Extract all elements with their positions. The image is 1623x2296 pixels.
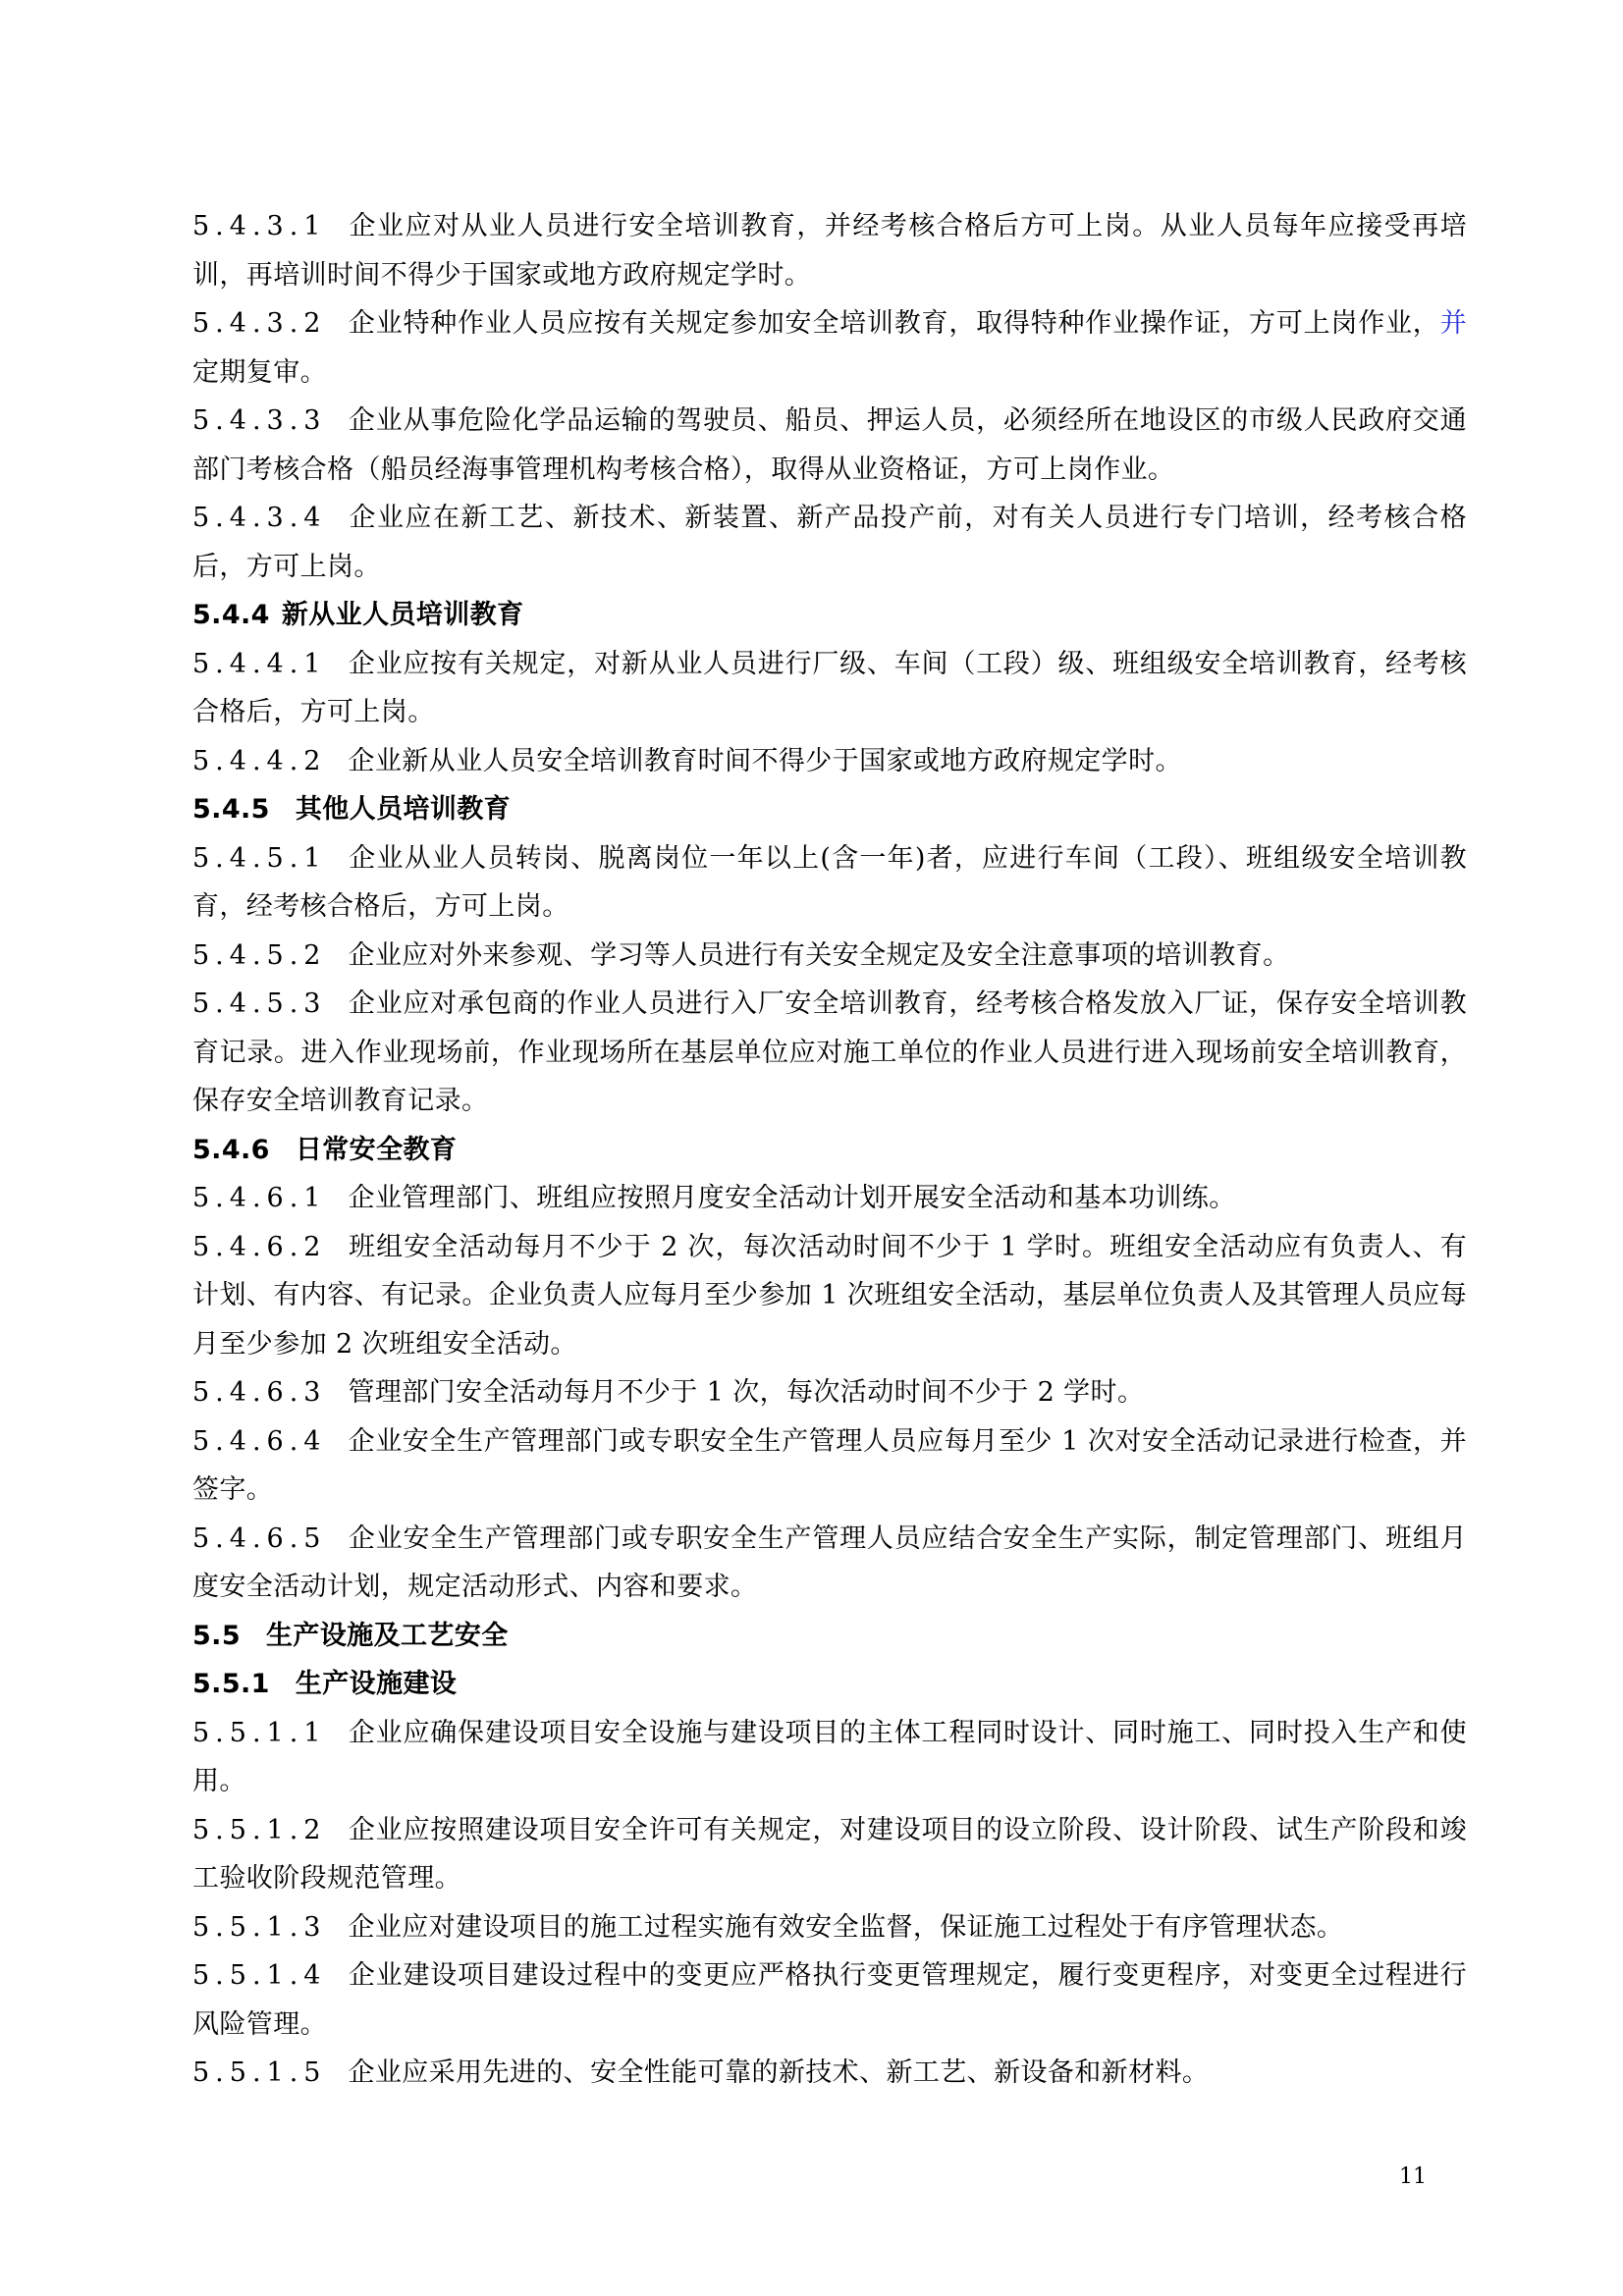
clause-5-4-5-3 <box>192 980 1467 1126</box>
clause-5-4-4-2 <box>192 737 1467 786</box>
clause-5-4-5-1 <box>192 834 1467 932</box>
clause-5-4-6-3 <box>192 1368 1467 1417</box>
clause-text: 企业特种作业人员应按有关规定参加安全培训教育，取得特种作业操作证，方可上岗作业， <box>348 308 1440 339</box>
clause-number: 5.5.1.3 <box>192 1911 327 1943</box>
clause-text: 企业从业人员转岗、脱离岗位一年以上(含一年)者，应进行车间（工段）、班组级安全培训教育，经考核合格后，方可上岗。 <box>192 842 1467 922</box>
clause-text: 企业应对从业人员进行安全培训教育，并经考核合格后方可上岗。从业人员每年应接受再培训，再培训时间不得少于国家或地方政府规定学时。 <box>192 211 1467 291</box>
section-number: 5.5.1 <box>192 1669 270 1699</box>
clause-text: 企业应对建设项目的施工过程实施有效安全监督，保证施工过程处于有序管理状态。 <box>348 1911 1344 1943</box>
section-heading-5-5-1 <box>192 1660 1467 1709</box>
clause-5-4-3-1 <box>192 202 1467 299</box>
clause-number: 5.4.3.2 <box>192 308 327 339</box>
section-title: 生产设施及工艺安全 <box>266 1620 509 1651</box>
clause-text: 企业安全生产管理部门或专职安全生产管理人员应结合安全生产实际，制定管理部门、班组月度安全活动计划，规定活动形式、内容和要求。 <box>192 1522 1467 1602</box>
clause-number: 5.4.5.1 <box>192 842 327 874</box>
clause-5-4-6-1 <box>192 1174 1467 1223</box>
clause-5-4-4-1 <box>192 640 1467 737</box>
section-title: 日常安全教育 <box>295 1134 458 1165</box>
section-number: 5.4.6 <box>192 1134 270 1165</box>
clause-5-5-1-2 <box>192 1806 1467 1903</box>
clause-number: 5.4.3.4 <box>192 503 327 533</box>
clause-text: 企业应对承包商的作业人员进行入厂安全培训教育，经考核合格发放入厂证，保存安全培训教育记录。进入作业现场前，作业现场所在基层单位应对施工单位的作业人员进行进入现场前安全培训教育，保存安全培训教育记录。 <box>192 988 1467 1116</box>
section-heading-5-4-6 <box>192 1126 1467 1175</box>
clause-5-5-1-4 <box>192 1951 1467 2049</box>
clause-5-4-6-2 <box>192 1223 1467 1369</box>
clause-text: 企业应在新工艺、新技术、新装置、新产品投产前，对有关人员进行专门培训，经考核合格后，方可上岗。 <box>192 503 1467 582</box>
clause-number: 5.5.1.2 <box>192 1814 327 1845</box>
section-title: 其他人员培训教育 <box>295 794 512 825</box>
clause-number: 5.4.5.2 <box>192 939 327 971</box>
clause-5-4-3-2 <box>192 299 1467 397</box>
clause-text: 企业安全生产管理部门或专职安全生产管理人员应每月至少 1 次对安全活动记录进行检查，并签字。 <box>192 1425 1467 1505</box>
clause-5-4-6-4 <box>192 1417 1467 1515</box>
clause-5-5-1-1 <box>192 1709 1467 1806</box>
section-title: 新从业人员培训教育 <box>281 600 524 630</box>
clause-text: 企业新从业人员安全培训教育时间不得少于国家或地方政府规定学时。 <box>348 745 1182 776</box>
clause-5-5-1-3 <box>192 1903 1467 1952</box>
section-heading-5-4-4 <box>192 591 1467 640</box>
clause-text: 企业从事危险化学品运输的驾驶员、船员、押运人员，必须经所在地设区的市级人民政府交通部门考核合格（船员经海事管理机构考核合格），取得从业资格证，方可上岗作业。 <box>192 405 1467 485</box>
clause-text: 企业管理部门、班组应按照月度安全活动计划开展安全活动和基本功训练。 <box>348 1183 1236 1213</box>
clause-text: 企业建设项目建设过程中的变更应严格执行变更管理规定，履行变更程序，对变更全过程进行风险管理。 <box>192 1960 1467 2040</box>
clause-text: 企业应采用先进的、安全性能可靠的新技术、新工艺、新设备和新材料。 <box>348 2057 1210 2088</box>
clause-number: 5.4.5.3 <box>192 988 327 1019</box>
section-number: 5.4.5 <box>192 794 270 825</box>
clause-5-4-5-2 <box>192 932 1467 981</box>
clause-text: 企业应按有关规定，对新从业人员进行厂级、车间（工段）级、班组级安全培训教育，经考核合格后，方可上岗。 <box>192 648 1467 727</box>
clause-text: 企业应按照建设项目安全许可有关规定，对建设项目的设立阶段、设计阶段、试生产阶段和竣工验收阶段规范管理。 <box>192 1814 1467 1894</box>
clause-number: 5.4.4.2 <box>192 745 327 776</box>
clause-number: 5.4.3.1 <box>192 211 327 241</box>
clause-number: 5.4.3.3 <box>192 405 327 436</box>
document-body <box>192 202 1467 2098</box>
section-number: 5.4.4 <box>192 600 270 630</box>
clause-number: 5.4.6.4 <box>192 1425 327 1457</box>
clause-text: 班组安全活动每月不少于 2 次，每次活动时间不少于 1 学时。班组安全活动应有负责人、有计划、有内容、有记录。企业负责人应每月至少参加 1 次班组安全活动，基层单位负责人及其管理人员应每月至少参加 2 次班组安全活动。 <box>192 1231 1467 1360</box>
clause-5-4-3-3 <box>192 397 1467 494</box>
clause-text: 管理部门安全活动每月不少于 1 次，每次活动时间不少于 2 学时。 <box>348 1377 1145 1408</box>
clause-number: 5.4.6.2 <box>192 1231 327 1262</box>
clause-text-tail: 定期复审。 <box>192 356 327 388</box>
clause-number: 5.5.1.4 <box>192 1960 327 1991</box>
clause-5-5-1-5 <box>192 2049 1467 2098</box>
clause-number: 5.5.1.5 <box>192 2057 327 2088</box>
clause-number: 5.4.4.1 <box>192 648 327 679</box>
section-heading-5-4-5 <box>192 785 1467 834</box>
clause-number: 5.5.1.1 <box>192 1717 327 1748</box>
clause-number: 5.4.6.5 <box>192 1522 327 1554</box>
clause-text: 企业应对外来参观、学习等人员进行有关安全规定及安全注意事项的培训教育。 <box>348 939 1290 971</box>
clause-text-highlight: 并 <box>1439 308 1467 339</box>
section-number: 5.5 <box>192 1620 242 1651</box>
clause-5-4-6-5 <box>192 1515 1467 1612</box>
page-number: 11 <box>1399 2164 1427 2189</box>
clause-5-4-3-4 <box>192 494 1467 591</box>
clause-number: 5.4.6.1 <box>192 1183 327 1213</box>
section-title: 生产设施建设 <box>295 1669 458 1699</box>
clause-text: 企业应确保建设项目安全设施与建设项目的主体工程同时设计、同时施工、同时投入生产和使用。 <box>192 1717 1467 1796</box>
clause-number: 5.4.6.3 <box>192 1377 327 1408</box>
section-heading-5-5 <box>192 1612 1467 1661</box>
